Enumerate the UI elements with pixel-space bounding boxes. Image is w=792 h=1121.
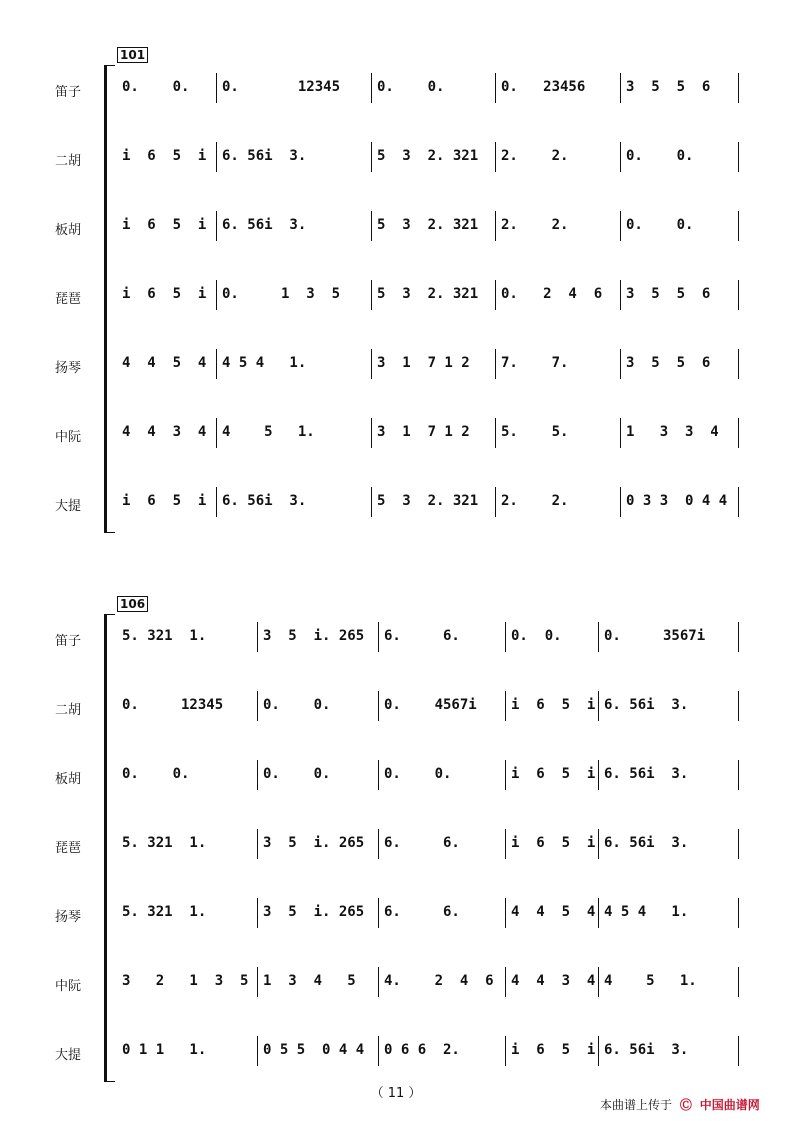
- barline: [371, 211, 372, 241]
- measure-notes: 0. 0.: [122, 766, 190, 782]
- page-number: （ 11 ）: [370, 1086, 422, 1101]
- instrument-label: 琵琶: [54, 292, 81, 307]
- barline: [257, 691, 258, 721]
- footer-brand: 中国曲谱网: [699, 1098, 760, 1112]
- barline: [378, 967, 379, 997]
- measure-notes: i 6 5 i: [511, 1042, 596, 1058]
- measure-notes: 0. 0.: [626, 148, 694, 164]
- barline: [738, 487, 739, 517]
- barline: [378, 760, 379, 790]
- barline: [371, 280, 372, 310]
- barline: [257, 898, 258, 928]
- barline: [257, 760, 258, 790]
- measure-notes: 6. 6.: [384, 904, 460, 920]
- instrument-label: 二胡: [54, 154, 81, 169]
- measure-notes: 0. 2 4 6: [501, 286, 603, 302]
- measure-notes: 6. 56i 3.: [222, 148, 307, 164]
- barline: [738, 1036, 739, 1066]
- measure-notes: 2. 2.: [501, 217, 569, 233]
- barline: [216, 73, 217, 103]
- barline: [257, 829, 258, 859]
- footer-text: 本曲谱上传于: [600, 1098, 673, 1112]
- measure-notes: 0 1 1 1.: [122, 1042, 207, 1058]
- measure-notes: 0. 12345: [122, 697, 224, 713]
- measure-notes: 3 5 5 6: [626, 79, 711, 95]
- barline: [371, 349, 372, 379]
- barline: [738, 898, 739, 928]
- instrument-label: 大提: [54, 1048, 81, 1063]
- instrument-label: 笛子: [54, 85, 81, 100]
- measure-notes: 6. 6.: [384, 628, 460, 644]
- measure-notes: 5 3 2. 321: [377, 217, 479, 233]
- measure-notes: 0 6 6 2.: [384, 1042, 460, 1058]
- barline: [738, 280, 739, 310]
- barline: [598, 691, 599, 721]
- barline: [598, 829, 599, 859]
- barline: [378, 829, 379, 859]
- measure-notes: i 6 5 i: [511, 697, 596, 713]
- measure-notes: 5. 5.: [501, 424, 569, 440]
- measure-notes: 4 4 5 4: [511, 904, 596, 920]
- barline: [598, 760, 599, 790]
- footer: [600, 1096, 760, 1113]
- measure-notes: 1 3 4 5: [263, 973, 356, 989]
- barline: [620, 211, 621, 241]
- measure-notes: 3 5 5 6: [626, 355, 711, 371]
- barline: [378, 691, 379, 721]
- instrument-label: 板胡: [54, 223, 81, 238]
- barline: [505, 691, 506, 721]
- barline: [620, 418, 621, 448]
- measure-notes: 3 5 i. 265: [263, 835, 365, 851]
- measure-notes: 0. 0.: [122, 79, 190, 95]
- barline: [738, 760, 739, 790]
- measure-notes: 3 5 i. 265: [263, 628, 365, 644]
- measure-notes: 5. 321 1.: [122, 835, 207, 851]
- barline: [495, 487, 496, 517]
- measure-notes: 4 5 1.: [604, 973, 697, 989]
- measure-notes: 5 3 2. 321: [377, 493, 479, 509]
- measure-notes: 4 4 3 4: [122, 424, 207, 440]
- measure-notes: 6. 56i 3.: [604, 697, 689, 713]
- barline: [216, 487, 217, 517]
- measure-notes: 5. 321 1.: [122, 904, 207, 920]
- measure-notes: 0. 4567i: [384, 697, 477, 713]
- instrument-label: 琵琶: [54, 841, 81, 856]
- measure-notes: 0 5 5 0 4 4: [263, 1042, 365, 1058]
- measure-notes: i 6 5 i: [511, 766, 596, 782]
- barline: [216, 142, 217, 172]
- measure-notes: 6. 56i 3.: [604, 1042, 689, 1058]
- barline: [620, 73, 621, 103]
- barline: [505, 967, 506, 997]
- barline: [257, 967, 258, 997]
- instrument-label: 二胡: [54, 703, 81, 718]
- measure-notes: i 6 5 i: [511, 835, 596, 851]
- measure-notes: 4 5 4 1.: [604, 904, 689, 920]
- barline: [216, 211, 217, 241]
- barline: [738, 142, 739, 172]
- barline: [257, 1036, 258, 1066]
- barline: [738, 418, 739, 448]
- measure-notes: 6. 56i 3.: [222, 217, 307, 233]
- instrument-label: 中阮: [54, 430, 81, 445]
- measure-notes: 3 2 1 3 5: [122, 973, 249, 989]
- barline: [216, 349, 217, 379]
- measure-number: 101: [117, 47, 148, 63]
- barline: [371, 487, 372, 517]
- instrument-label: 大提: [54, 499, 81, 514]
- barline: [216, 418, 217, 448]
- measure-notes: 5. 321 1.: [122, 628, 207, 644]
- measure-notes: 5 3 2. 321: [377, 148, 479, 164]
- barline: [738, 622, 739, 652]
- measure-notes: i 6 5 i: [122, 493, 207, 509]
- barline: [738, 691, 739, 721]
- measure-notes: 2. 2.: [501, 148, 569, 164]
- barline: [738, 967, 739, 997]
- measure-notes: 5 3 2. 321: [377, 286, 479, 302]
- barline: [620, 349, 621, 379]
- barline: [495, 142, 496, 172]
- barline: [738, 829, 739, 859]
- site-logo-icon: Ⓒ: [679, 1098, 692, 1112]
- barline: [371, 418, 372, 448]
- barline: [495, 418, 496, 448]
- barline: [495, 280, 496, 310]
- measure-notes: 6. 56i 3.: [222, 493, 307, 509]
- instrument-label: 扬琴: [54, 910, 81, 925]
- measure-notes: 3 1 7 1 2: [377, 355, 470, 371]
- barline: [371, 142, 372, 172]
- barline: [738, 73, 739, 103]
- measure-number: 106: [117, 596, 148, 612]
- instrument-label: 中阮: [54, 979, 81, 994]
- barline: [378, 622, 379, 652]
- measure-notes: 7. 7.: [501, 355, 569, 371]
- measure-notes: i 6 5 i: [122, 217, 207, 233]
- system-bracket: [104, 614, 115, 1082]
- barline: [598, 1036, 599, 1066]
- instrument-label: 笛子: [54, 634, 81, 649]
- measure-notes: 4 5 1.: [222, 424, 315, 440]
- measure-notes: 4 4 5 4: [122, 355, 207, 371]
- measure-notes: 0. 0.: [384, 766, 452, 782]
- measure-notes: 1 3 3 4: [626, 424, 719, 440]
- measure-notes: 6. 56i 3.: [604, 835, 689, 851]
- barline: [378, 898, 379, 928]
- measure-notes: 0. 12345: [222, 79, 341, 95]
- measure-notes: 4 4 3 4: [511, 973, 596, 989]
- barline: [505, 1036, 506, 1066]
- barline: [495, 73, 496, 103]
- measure-notes: 4 5 4 1.: [222, 355, 307, 371]
- barline: [598, 622, 599, 652]
- barline: [505, 622, 506, 652]
- measure-notes: 4. 2 4 6: [384, 973, 494, 989]
- instrument-label: 板胡: [54, 772, 81, 787]
- measure-notes: 3 5 i. 265: [263, 904, 365, 920]
- barline: [495, 211, 496, 241]
- barline: [738, 349, 739, 379]
- barline: [371, 73, 372, 103]
- barline: [738, 211, 739, 241]
- barline: [598, 967, 599, 997]
- measure-notes: 0. 1 3 5: [222, 286, 341, 302]
- measure-notes: 0 3 3 0 4 4: [626, 493, 728, 509]
- barline: [620, 280, 621, 310]
- barline: [495, 349, 496, 379]
- measure-notes: 0. 0.: [263, 766, 331, 782]
- barline: [257, 622, 258, 652]
- measure-notes: 0. 0.: [377, 79, 445, 95]
- measure-notes: i 6 5 i: [122, 286, 207, 302]
- measure-notes: 3 5 5 6: [626, 286, 711, 302]
- instrument-label: 扬琴: [54, 361, 81, 376]
- barline: [598, 898, 599, 928]
- barline: [505, 760, 506, 790]
- barline: [620, 487, 621, 517]
- measure-notes: 0. 23456: [501, 79, 586, 95]
- measure-notes: 6. 56i 3.: [604, 766, 689, 782]
- barline: [216, 280, 217, 310]
- measure-notes: 6. 6.: [384, 835, 460, 851]
- barline: [505, 829, 506, 859]
- system-bracket: [104, 65, 115, 533]
- measure-notes: 0. 0.: [263, 697, 331, 713]
- measure-notes: 2. 2.: [501, 493, 569, 509]
- measure-notes: 0. 0.: [511, 628, 562, 644]
- barline: [505, 898, 506, 928]
- measure-notes: 3 1 7 1 2: [377, 424, 470, 440]
- measure-notes: i 6 5 i: [122, 148, 207, 164]
- barline: [620, 142, 621, 172]
- barline: [378, 1036, 379, 1066]
- measure-notes: 0. 0.: [626, 217, 694, 233]
- measure-notes: 0. 3567i: [604, 628, 706, 644]
